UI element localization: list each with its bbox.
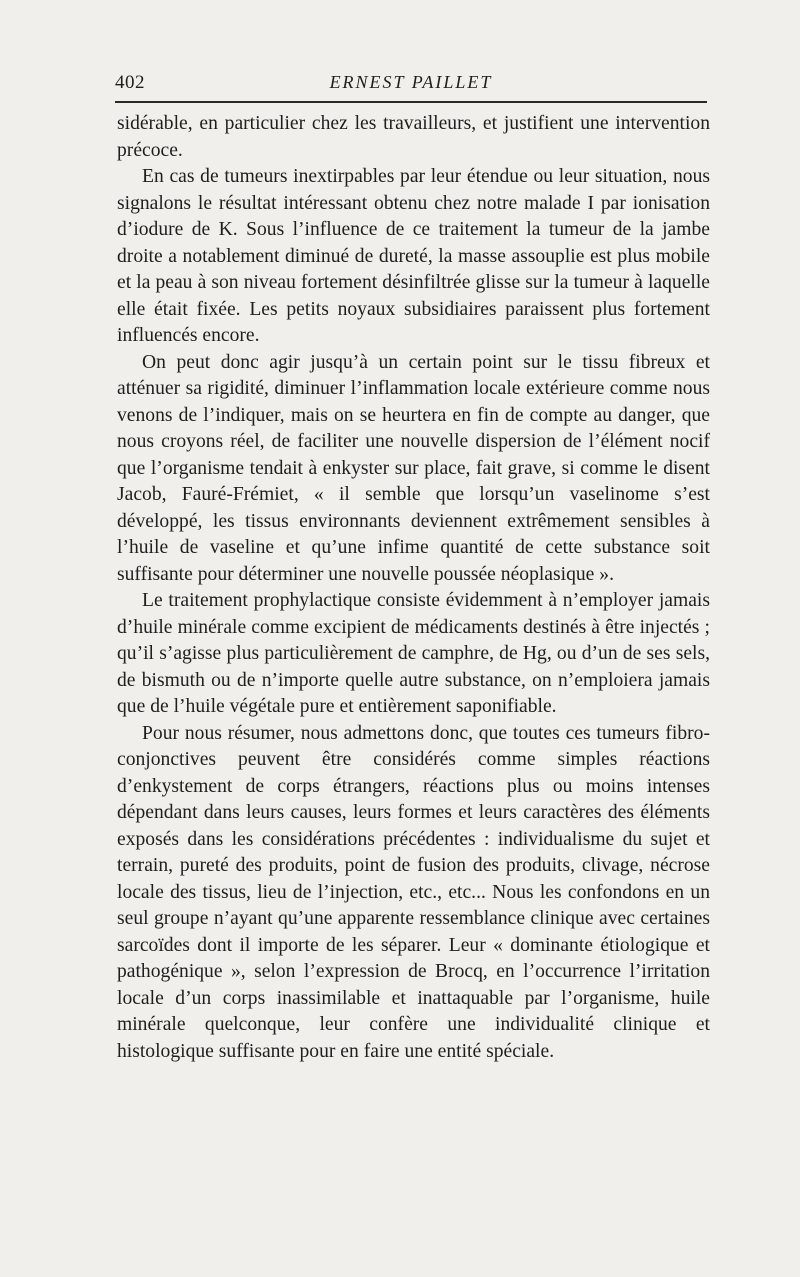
running-title: ERNEST PAILLET (329, 72, 493, 92)
paragraph: Le traitement prophylactique consiste évidemment à n’employer jamais d’huile minérale comme excipient de médicaments destinés à être injectés ; qu’il s’agisse plus particulièrement de camphre, de Hg, ou d’un de ses sels, de bismuth ou de n’importe quelle autre substance, on n’emploiera jamais que de l’huile végétale pure et entièrement saponifiable. (117, 590, 710, 717)
header-rule (115, 101, 707, 103)
paragraph: On peut donc agir jusqu’à un certain point sur le tissu fibreux et atténuer sa rigidité, diminuer l’inflammation locale extérieure comme nous venons de l’indiquer, mais on se heurtera en fin de compte au danger, que nous croyons réel, de faciliter une nouvelle dispersion de l’élément nocif que l’organisme tendait à enkyster sur place, fait grave, si comme le disent Jacob, Fauré-Frémiet, « il semble que lorsqu’un vaselinome s’est développé, les tissus environnants deviennent extrêmement sensibles à l’huile de vaseline et qu’une infime quantité de cette substance soit suffisante pour déterminer une nouvelle poussée néoplasique ». (117, 351, 710, 585)
paragraph: En cas de tumeurs inextirpables par leur étendue ou leur situation, nous signalons le résultat intéressant obtenu chez notre malade I par ionisation d’iodure de K. Sous l’influence de ce traitement la tumeur de la jambe droite a notablement diminué de dureté, la masse assouplie est plus mobile et la peau à son niveau fortement désinfiltrée glisse sur la tumeur à laquelle elle était fixée. Les petits noyaux subsidiaires paraissent plus fortement influencés encore. (117, 166, 710, 346)
paragraph-continuation: sidérable, en particulier chez les travailleurs, et justifient une intervention précoce. (117, 113, 710, 161)
running-head (115, 60, 707, 100)
paragraph: Pour nous résumer, nous admettons donc, que toutes ces tumeurs fibro-conjonctives peuvent être considérés comme simples réactions d’enkystement de corps étrangers, réactions plus ou moins intenses dépendant dans leurs causes, leurs formes et leurs caractères des éléments exposés dans les considérations précédentes : individualisme du sujet et terrain, pureté des produits, point de fusion des produits, clivage, nécrose locale des tissus, lieu de l’injection, etc., etc... Nous les confondons en un seul groupe n’ayant qu’une apparente ressemblance clinique avec certaines sarcoïdes dont il importe de les séparer. Leur « dominante étiologique et pathogénique », selon l’expression de Brocq, en l’occurrence l’irritation locale d’un corps inassimilable et inattaquable par l’organisme, huile minérale quelconque, leur confère une individualité clinique et histologique suffisante pour en faire une entité spéciale. (117, 722, 710, 1062)
body-text (117, 111, 710, 1065)
page-number: 402 (115, 72, 145, 93)
